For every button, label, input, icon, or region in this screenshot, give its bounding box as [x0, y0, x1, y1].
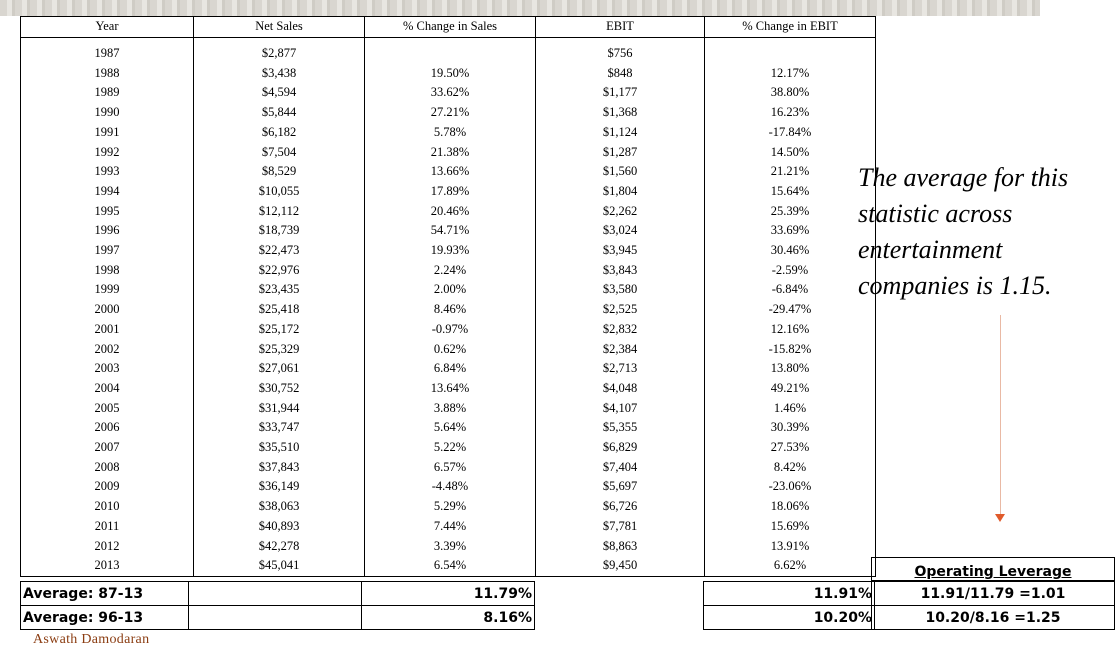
table-row: [21, 359, 876, 379]
average-blank: [189, 606, 362, 630]
cell-net-sales: $33,747: [194, 418, 365, 438]
cell-year: 1987: [21, 44, 194, 64]
cell-ebit: $2,384: [536, 340, 705, 360]
cell-sales-change: 6.84%: [365, 359, 536, 379]
cell-sales-change: 21.38%: [365, 143, 536, 163]
cell-sales-change: 13.66%: [365, 162, 536, 182]
cell-net-sales: $3,438: [194, 64, 365, 84]
cell-ebit: $756: [536, 44, 705, 64]
cell-ebit: $7,404: [536, 458, 705, 478]
cell-ebit-change: 14.50%: [705, 143, 876, 163]
table-header-row: [21, 17, 876, 38]
cell-ebit: $3,945: [536, 241, 705, 261]
cell-sales-change: 2.00%: [365, 280, 536, 300]
cell-net-sales: $35,510: [194, 438, 365, 458]
cell-ebit-change: 38.80%: [705, 83, 876, 103]
table-row: [21, 320, 876, 340]
cell-ebit-change: 15.69%: [705, 517, 876, 537]
cell-ebit-change: -29.47%: [705, 300, 876, 320]
table-body: [21, 44, 876, 576]
cell-net-sales: $10,055: [194, 182, 365, 202]
average-row: [21, 582, 875, 606]
table-row: [21, 123, 876, 143]
cell-sales-change: 7.44%: [365, 517, 536, 537]
cell-ebit-change: 30.39%: [705, 418, 876, 438]
cell-ebit: $6,829: [536, 438, 705, 458]
cell-sales-change: 17.89%: [365, 182, 536, 202]
cell-year: 2011: [21, 517, 194, 537]
industry-average-note: The average for this statistic across entertainment companies is 1.15.: [858, 163, 1069, 300]
cell-year: 2001: [21, 320, 194, 340]
cell-ebit-change: 12.16%: [705, 320, 876, 340]
cell-ebit-change: 1.46%: [705, 399, 876, 419]
table-row: [21, 162, 876, 182]
cell-ebit-change: 25.39%: [705, 202, 876, 222]
average-row: [21, 606, 875, 630]
leverage-value: 11.91/11.79 =1.01: [872, 581, 1115, 606]
cell-ebit-change: 13.91%: [705, 537, 876, 557]
cell-ebit: $2,832: [536, 320, 705, 340]
cell-ebit: $3,024: [536, 221, 705, 241]
cell-sales-change: 20.46%: [365, 202, 536, 222]
average-spacer: [535, 606, 704, 630]
cell-ebit: $1,560: [536, 162, 705, 182]
cell-ebit: $1,287: [536, 143, 705, 163]
cell-sales-change: 0.62%: [365, 340, 536, 360]
cell-year: 1991: [21, 123, 194, 143]
cell-ebit: $2,525: [536, 300, 705, 320]
cell-year: 1992: [21, 143, 194, 163]
cell-sales-change: 8.46%: [365, 300, 536, 320]
cell-sales-change: [365, 44, 536, 64]
cell-ebit: $1,124: [536, 123, 705, 143]
average-ebit-change: 11.91%: [704, 582, 875, 606]
table-row: [21, 497, 876, 517]
cell-year: 2007: [21, 438, 194, 458]
decorative-header-strip: [0, 0, 1040, 16]
table-row: [21, 300, 876, 320]
cell-net-sales: $40,893: [194, 517, 365, 537]
average-label: Average: 87-13: [21, 582, 189, 606]
cell-ebit-change: 6.62%: [705, 556, 876, 576]
header-net-sales: Net Sales: [194, 17, 365, 38]
down-arrow-icon: [995, 514, 1005, 522]
cell-ebit-change: -6.84%: [705, 280, 876, 300]
cell-net-sales: $12,112: [194, 202, 365, 222]
cell-ebit: $4,107: [536, 399, 705, 419]
table-row: [21, 556, 876, 576]
cell-sales-change: 13.64%: [365, 379, 536, 399]
cell-net-sales: $7,504: [194, 143, 365, 163]
operating-leverage-header: Operating Leverage: [872, 558, 1115, 582]
cell-year: 2008: [21, 458, 194, 478]
cell-ebit: $4,048: [536, 379, 705, 399]
header-year: Year: [21, 17, 194, 38]
operating-leverage-table: [871, 557, 1115, 630]
cell-ebit-change: -15.82%: [705, 340, 876, 360]
table-row: [21, 103, 876, 123]
cell-ebit-change: 13.80%: [705, 359, 876, 379]
cell-ebit: $2,713: [536, 359, 705, 379]
table-row: [21, 202, 876, 222]
cell-sales-change: 27.21%: [365, 103, 536, 123]
arrow-line: [1000, 315, 1001, 515]
cell-ebit: $3,843: [536, 261, 705, 281]
table-row: [21, 44, 876, 64]
cell-ebit-change: 21.21%: [705, 162, 876, 182]
cell-ebit: $5,355: [536, 418, 705, 438]
cell-year: 2006: [21, 418, 194, 438]
table-row: [21, 517, 876, 537]
cell-ebit-change: 12.17%: [705, 64, 876, 84]
cell-net-sales: $2,877: [194, 44, 365, 64]
cell-ebit-change: 15.64%: [705, 182, 876, 202]
cell-ebit-change: 27.53%: [705, 438, 876, 458]
cell-sales-change: 54.71%: [365, 221, 536, 241]
table-row: [21, 340, 876, 360]
cell-net-sales: $18,739: [194, 221, 365, 241]
cell-ebit: $848: [536, 64, 705, 84]
cell-net-sales: $42,278: [194, 537, 365, 557]
table-row: [21, 418, 876, 438]
cell-net-sales: $38,063: [194, 497, 365, 517]
cell-sales-change: 2.24%: [365, 261, 536, 281]
cell-ebit: $2,262: [536, 202, 705, 222]
cell-net-sales: $6,182: [194, 123, 365, 143]
cell-year: 1998: [21, 261, 194, 281]
cell-sales-change: 6.54%: [365, 556, 536, 576]
cell-year: 2000: [21, 300, 194, 320]
cell-sales-change: 19.50%: [365, 64, 536, 84]
average-spacer: [535, 582, 704, 606]
cell-net-sales: $22,976: [194, 261, 365, 281]
cell-ebit: $8,863: [536, 537, 705, 557]
cell-ebit: $1,368: [536, 103, 705, 123]
cell-net-sales: $4,594: [194, 83, 365, 103]
cell-net-sales: $36,149: [194, 477, 365, 497]
cell-sales-change: 5.29%: [365, 497, 536, 517]
table-row: [21, 64, 876, 84]
cell-ebit: $7,781: [536, 517, 705, 537]
cell-ebit-change: 49.21%: [705, 379, 876, 399]
averages-table: [20, 581, 875, 630]
cell-year: 2012: [21, 537, 194, 557]
cell-year: 1997: [21, 241, 194, 261]
financial-data-table: [20, 16, 876, 577]
cell-sales-change: 5.22%: [365, 438, 536, 458]
cell-net-sales: $5,844: [194, 103, 365, 123]
average-sales-change: 11.79%: [362, 582, 535, 606]
cell-net-sales: $23,435: [194, 280, 365, 300]
cell-ebit: $3,580: [536, 280, 705, 300]
cell-ebit: $5,697: [536, 477, 705, 497]
header-ebit-change: % Change in EBIT: [705, 17, 876, 38]
table-row: [21, 438, 876, 458]
cell-sales-change: 33.62%: [365, 83, 536, 103]
cell-year: 1995: [21, 202, 194, 222]
cell-ebit: $1,804: [536, 182, 705, 202]
table-row: [21, 221, 876, 241]
cell-ebit-change: 16.23%: [705, 103, 876, 123]
cell-sales-change: 5.78%: [365, 123, 536, 143]
cell-year: 2009: [21, 477, 194, 497]
table-row: [21, 458, 876, 478]
cell-ebit-change: 30.46%: [705, 241, 876, 261]
cell-ebit-change: 33.69%: [705, 221, 876, 241]
average-sales-change: 8.16%: [362, 606, 535, 630]
cell-net-sales: $22,473: [194, 241, 365, 261]
cell-year: 2005: [21, 399, 194, 419]
leverage-value: 10.20/8.16 =1.25: [872, 606, 1115, 630]
cell-ebit-change: -23.06%: [705, 477, 876, 497]
cell-net-sales: $30,752: [194, 379, 365, 399]
cell-sales-change: 3.88%: [365, 399, 536, 419]
cell-sales-change: -4.48%: [365, 477, 536, 497]
cell-year: 1989: [21, 83, 194, 103]
cell-sales-change: 3.39%: [365, 537, 536, 557]
cell-ebit: $6,726: [536, 497, 705, 517]
author-credit: Aswath Damodaran: [33, 632, 150, 647]
cell-year: 1994: [21, 182, 194, 202]
cell-year: 1990: [21, 103, 194, 123]
header-sales-change: % Change in Sales: [365, 17, 536, 38]
cell-year: 2013: [21, 556, 194, 576]
cell-year: 2002: [21, 340, 194, 360]
table-row: [21, 379, 876, 399]
cell-sales-change: 19.93%: [365, 241, 536, 261]
cell-net-sales: $27,061: [194, 359, 365, 379]
cell-year: 2004: [21, 379, 194, 399]
header-ebit: EBIT: [536, 17, 705, 38]
cell-ebit-change: -17.84%: [705, 123, 876, 143]
cell-year: 2003: [21, 359, 194, 379]
table-row: [21, 280, 876, 300]
table-row: [21, 477, 876, 497]
table-row: [21, 143, 876, 163]
average-label: Average: 96-13: [21, 606, 189, 630]
cell-ebit-change: 18.06%: [705, 497, 876, 517]
table-row: [21, 182, 876, 202]
cell-ebit: $9,450: [536, 556, 705, 576]
table-row: [21, 399, 876, 419]
cell-year: 1988: [21, 64, 194, 84]
cell-sales-change: 5.64%: [365, 418, 536, 438]
table-row: [21, 83, 876, 103]
cell-year: 1999: [21, 280, 194, 300]
cell-year: 1996: [21, 221, 194, 241]
cell-net-sales: $37,843: [194, 458, 365, 478]
cell-net-sales: $31,944: [194, 399, 365, 419]
cell-ebit: $1,177: [536, 83, 705, 103]
table-row: [21, 537, 876, 557]
table-row: [21, 261, 876, 281]
average-blank: [189, 582, 362, 606]
table-row: [21, 241, 876, 261]
cell-net-sales: $8,529: [194, 162, 365, 182]
cell-net-sales: $25,172: [194, 320, 365, 340]
cell-sales-change: 6.57%: [365, 458, 536, 478]
average-ebit-change: 10.20%: [704, 606, 875, 630]
cell-ebit-change: [705, 44, 876, 64]
cell-sales-change: -0.97%: [365, 320, 536, 340]
cell-ebit-change: 8.42%: [705, 458, 876, 478]
cell-net-sales: $45,041: [194, 556, 365, 576]
cell-ebit-change: -2.59%: [705, 261, 876, 281]
cell-year: 1993: [21, 162, 194, 182]
cell-net-sales: $25,329: [194, 340, 365, 360]
cell-year: 2010: [21, 497, 194, 517]
cell-net-sales: $25,418: [194, 300, 365, 320]
